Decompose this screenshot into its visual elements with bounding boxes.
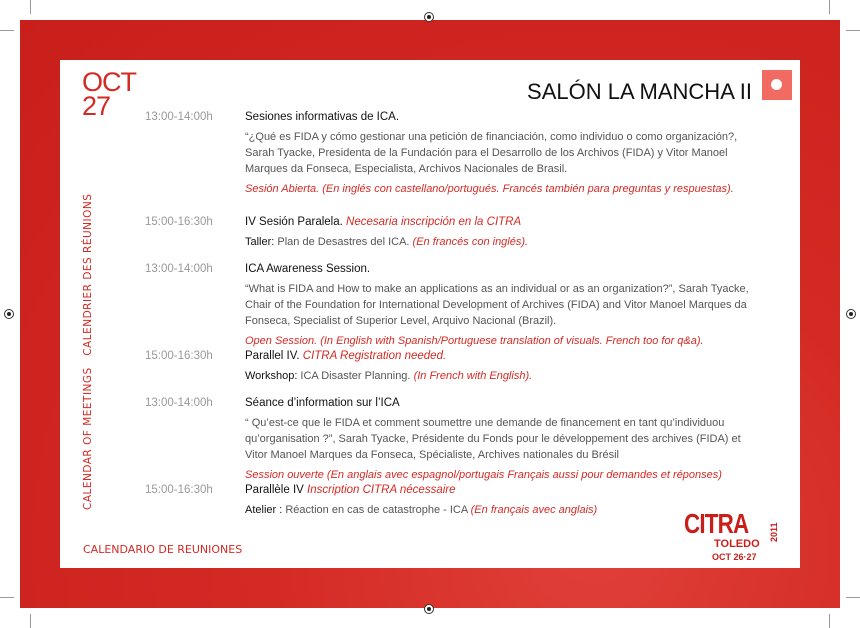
session-body: “ Qu’est-ce que le FIDA et comment soumettre une demande de financement en tant qu’individuou qu’organisation ?”, Sarah Tyacke, Présidente du Fonds pour le développement des archives (FIDA) et Vitor Manoel Marques da Fonseca, Spécialiste, Archives nationales du Brésil <box>245 417 741 461</box>
session-label: Taller: <box>245 236 275 248</box>
session-title: Sesiones informativas de ICA. <box>245 111 400 123</box>
logo-year: 2011 <box>769 522 779 542</box>
session-title-note: CITRA Registration needed. <box>302 350 447 362</box>
crop-mark <box>829 614 830 628</box>
session-body: “¿Qué es FIDA y cómo gestionar una petición de financiación, como individuo o como organización?, Sarah Tyacke, Presidenta de la Fundación para el Desarrollo de los Archivos (FIDA) y Vitor Manoel Marques da Fonseca, Especialista, Archivos Nacionales de Brasil. <box>245 131 738 175</box>
session-title: IV Sesión Paralela. <box>245 216 343 228</box>
calendar-label: CALENDARIO DE REUNIONES <box>83 543 243 556</box>
logo-dates: OCT 26·27 <box>712 552 757 562</box>
crop-mark <box>30 614 31 628</box>
registration-mark-icon <box>424 12 434 22</box>
session-note: Open Session. (In English with Spanish/Portuguese translation of visuals. French too for q&a). <box>245 335 704 347</box>
date <box>82 67 136 121</box>
session-label: Atelier : <box>245 504 283 516</box>
session-note: (En français avec anglais) <box>470 504 598 516</box>
session-body: Réaction en cas de catastrophe - ICA <box>282 504 468 516</box>
session <box>245 395 765 487</box>
date-day: 27 <box>82 91 111 121</box>
logo-name: CITRA <box>684 508 749 539</box>
session-title-note: Inscription CITRA nécessaire <box>307 484 456 496</box>
session-title: Parallèle IV <box>245 484 304 496</box>
session-title: ICA Awareness Session. <box>245 263 371 275</box>
session <box>245 109 765 201</box>
date-month: OCT <box>82 67 136 97</box>
crop-mark <box>829 0 830 14</box>
session-time: 13:00-14:00h <box>145 111 213 123</box>
crop-mark <box>846 597 860 598</box>
session-title: Séance d’information sur l’ICA <box>245 397 400 409</box>
crop-mark <box>30 0 31 14</box>
room-title: SALÓN LA MANCHA II <box>527 79 752 104</box>
session <box>245 214 765 254</box>
session-note: Session ouverte (En anglais avec espagnol/portugais Français aussi pour demandes et réponses) <box>245 469 722 481</box>
session-time: 15:00-16:30h <box>145 350 213 362</box>
session-time: 15:00-16:30h <box>145 484 213 496</box>
citra-logo <box>684 508 794 566</box>
session <box>245 261 765 353</box>
session-label: Workshop: <box>245 370 298 382</box>
session-time: 13:00-14:00h <box>145 397 213 409</box>
logo-city: TOLEDO <box>714 538 760 550</box>
session-title: Parallel IV. <box>245 350 300 362</box>
registration-mark-icon <box>424 604 434 614</box>
session-body: Plan de Desastres del ICA. <box>274 236 410 248</box>
crop-mark <box>0 597 14 598</box>
session-note: Sesión Abierta. (En inglés con castellano/portugués. Francés también para preguntas y respuestas). <box>245 183 734 195</box>
session-title-note: Necesaria inscripción en la CITRA <box>346 216 522 228</box>
record-icon <box>762 70 792 100</box>
registration-mark-icon <box>4 309 14 319</box>
session-note: (En francés con inglés). <box>412 236 529 248</box>
session-time: 13:00-14:00h <box>145 263 213 275</box>
session-time: 15:00-16:30h <box>145 216 213 228</box>
session-note: (In French with English). <box>413 370 533 382</box>
crop-mark <box>846 30 860 31</box>
crop-mark <box>0 30 14 31</box>
session <box>245 348 765 388</box>
session-body: ICA Disaster Planning. <box>297 370 411 382</box>
session-body: “What is FIDA and How to make an applications as an individual or as an organization?”, Sarah Tyacke, Chair of the Foundation for International Development of Archives (FIDA) and Vitor Manoel Marques da Fonseca, Specialist of Superior Level, Arquivo Nacional (Brazil). <box>245 283 749 327</box>
registration-mark-icon <box>846 309 856 319</box>
vertical-calendar-label: CALENDAR OF MEETINGS CALENDRIER DES RÉUNIONS <box>82 193 94 510</box>
